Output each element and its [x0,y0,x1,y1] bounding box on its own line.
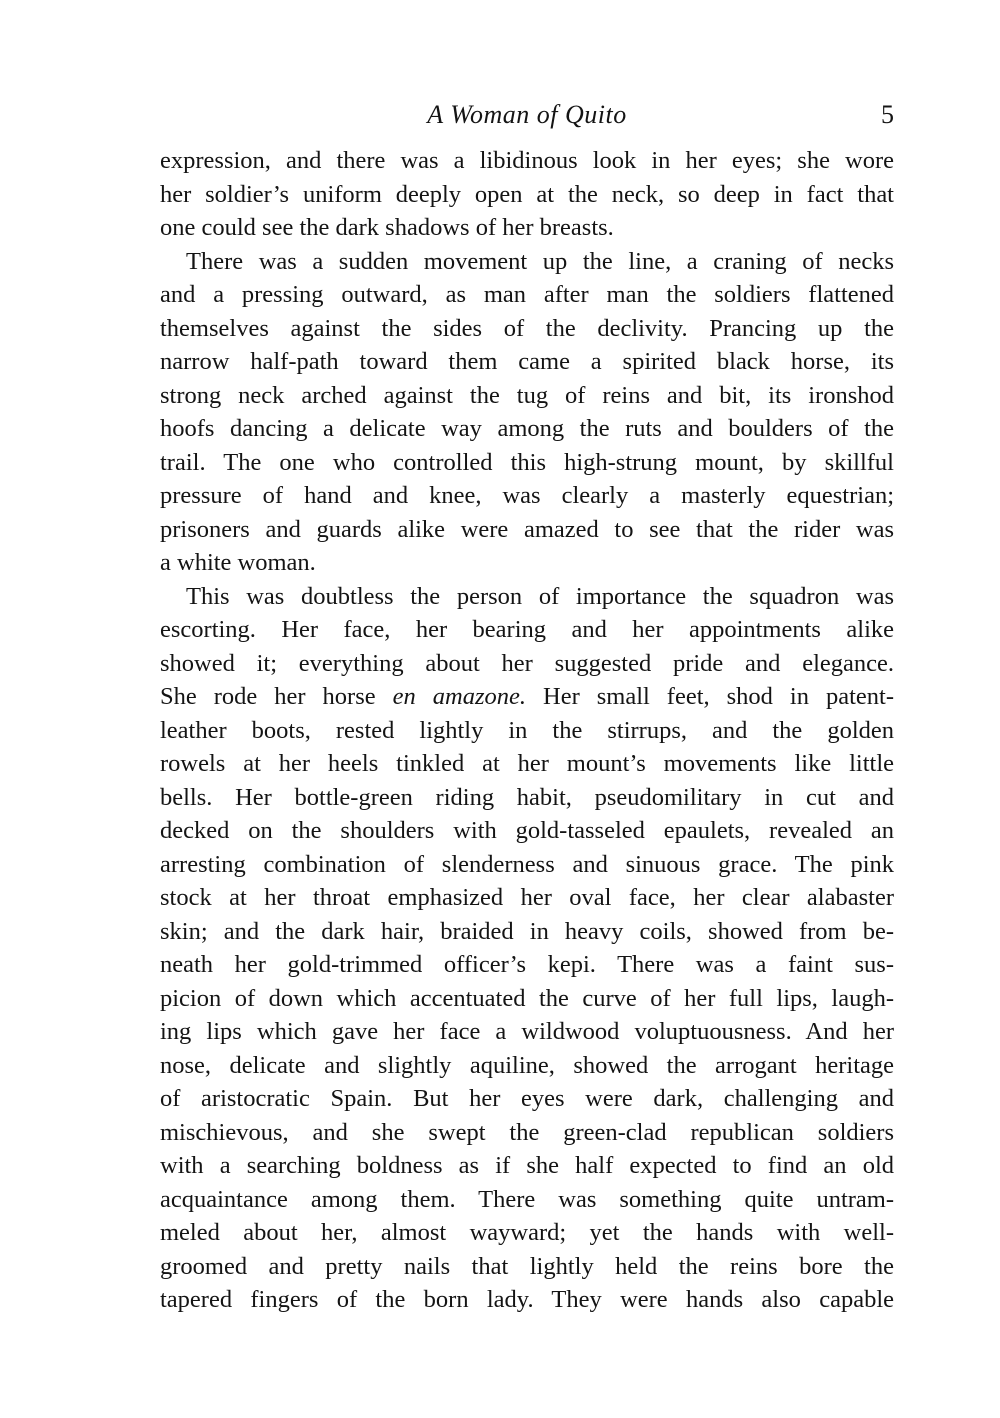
text-line: a white woman. [160,549,316,576]
text-line: hoofs dancing a delicate way among the ruts and boulders of the [160,415,894,442]
text-line: and a pressing outward, as man after man the soldiers flattened [160,281,894,308]
running-title: A Woman of Quito [427,100,627,129]
text-line: arresting combination of slenderness and sinuous grace. The pink [160,850,894,878]
text-line: escorting. Her face, her bearing and her appointments alike [160,616,894,643]
paragraph-1 [160,144,894,245]
text-line: decked on the shoulders with gold-tasseled epaulets, revealed an [160,817,894,844]
text-line: acquaintance among them. There was something quite untram- [160,1185,894,1213]
text-line: neath her gold-trimmed officer’s kepi. There was a faint sus- [160,951,894,978]
text-line: leather boots, rested lightly in the stirrups, and the golden [160,716,894,744]
text-segment: She rode her horse [160,683,393,710]
text-line: nose, delicate and slightly aquiline, showed the arrogant heritage [160,1051,894,1079]
text-line: rowels at her heels tinkled at her mount’s movements like little [160,750,894,777]
text-segment: Her small feet, shod in patent- [526,683,894,710]
page-number: 5 [881,100,894,129]
text-line: of aristocratic Spain. But her eyes were dark, challenging and [160,1085,894,1112]
text-line: This was doubtless the person of importance the squadron was [186,582,894,610]
text-line: groomed and pretty nails that lightly held the reins bore the [160,1252,894,1280]
text-line: strong neck arched against the tug of reins and bit, its ironshod [160,381,894,409]
running-head [160,96,894,140]
text-line: stock at her throat emphasized her oval face, her clear alabaster [160,884,894,911]
body-text [160,144,894,1317]
text-line: trail. The one who controlled this high-strung mount, by skillful [160,448,894,476]
text-line: one could see the dark shadows of her breasts. [160,214,614,241]
text-line: with a searching boldness as if she half expected to find an old [160,1152,894,1179]
text-line: expression, and there was a libidinous look in her eyes; she wore [160,147,894,174]
text-line: narrow half-path toward them came a spirited black horse, its [160,348,894,375]
text-line-with-italic [160,680,894,714]
italic-phrase: en amazone. [392,683,526,710]
text-line: tapered fingers of the born lady. They were hands also capable [160,1286,894,1313]
text-line: bells. Her bottle-green riding habit, pseudomilitary in cut and [160,783,894,811]
text-line: meled about her, almost wayward; yet the hands with well- [160,1219,894,1246]
text-line: showed it; everything about her suggested pride and elegance. [160,649,894,677]
paragraph-2 [160,245,894,580]
text-line: prisoners and guards alike were amazed to see that the rider was [160,515,894,543]
text-line: pressure of hand and knee, was clearly a masterly equestrian; [160,482,894,509]
paragraph-3 [160,580,894,1317]
text-line: themselves against the sides of the declivity. Prancing up the [160,314,894,342]
text-line: mischievous, and she swept the green-clad republican soldiers [160,1118,894,1146]
text-line: her soldier’s uniform deeply open at the neck, so deep in fact that [160,180,894,208]
text-line: skin; and the dark hair, braided in heavy coils, showed from be- [160,917,894,945]
text-line: ing lips which gave her face a wildwood voluptuousness. And her [160,1018,894,1045]
text-line: picion of down which accentuated the curve of her full lips, laugh- [160,984,894,1012]
text-line: There was a sudden movement up the line, a craning of necks [186,247,894,275]
